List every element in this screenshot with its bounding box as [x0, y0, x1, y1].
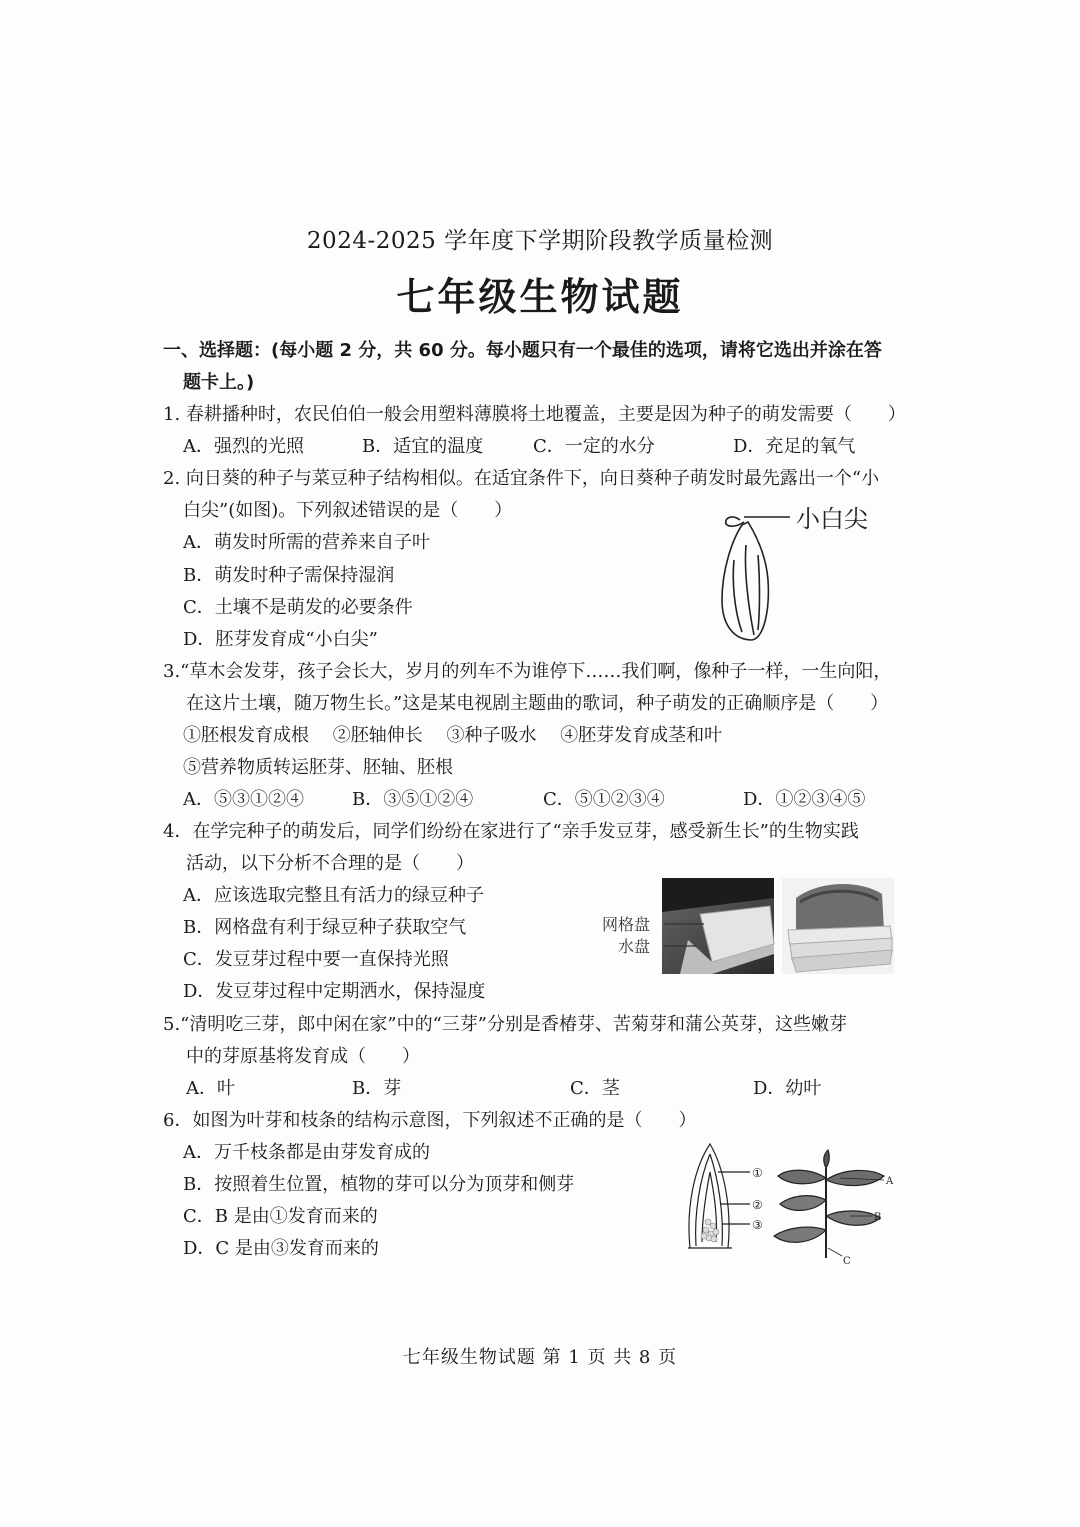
q5-option-b: B．芽: [352, 1078, 402, 1099]
question-3-stem-cont: 在这片土壤，随万物生长。”这是某电视剧主题曲的歌词，种子萌发的正确顺序是（ ）: [186, 693, 889, 714]
sunflower-seed-figure: [712, 500, 902, 645]
q2-option-d: D．胚芽发育成“小白尖”: [183, 629, 378, 650]
question-5-stem: 5.“清明吃三芽，郎中闲在家”中的“三芽”分别是香椿芽、苦菊芽和蒲公英芽，这些嫩芽: [163, 1014, 847, 1035]
water-tray-label: 水盘: [618, 937, 651, 956]
q5-option-c: C．茎: [570, 1078, 620, 1099]
q3-option-b: B．③⑤①②④: [352, 789, 474, 810]
twig-label-a: A: [886, 1176, 894, 1187]
q1-option-d: D．充足的氧气: [733, 436, 856, 457]
question-1-stem: 1. 春耕播种时，农民伯伯一般会用塑料薄膜将土地覆盖，主要是因为种子的萌发需要（ ）: [163, 404, 906, 425]
question-4-stem-cont: 活动，以下分析不合理的是（ ）: [186, 853, 474, 874]
q4-option-c: C．发豆芽过程中要一直保持光照: [183, 949, 449, 970]
q5-option-d: D．幼叶: [753, 1078, 822, 1099]
twig-label-c: C: [843, 1256, 851, 1267]
bud-label-1: ①: [752, 1166, 763, 1180]
question-4-stem: 4．在学完种子的萌发后，同学们纷纷在家进行了“亲手发豆芽，感受新生长”的生物实践: [163, 821, 859, 842]
q2-option-b: B．萌发时种子需保持湿润: [183, 565, 395, 586]
q3-steps-2: ⑤营养物质转运胚芽、胚轴、胚根: [183, 757, 453, 778]
bud-label-2: ②: [752, 1198, 763, 1212]
question-6-stem: 6．如图为叶芽和枝条的结构示意图，下列叙述不正确的是（ ）: [163, 1110, 697, 1131]
q3-option-a: A．⑤③①②④: [183, 789, 304, 810]
q3-steps-1: ①胚根发育成根 ②胚轴伸长 ③种子吸水 ④胚芽发育成茎和叶: [183, 725, 723, 746]
leaf-bud-twig-figure: [680, 1138, 910, 1268]
exam-title: 七年级生物试题: [396, 275, 684, 319]
seed-tip-label: 小白尖: [796, 505, 868, 533]
question-5-stem-cont: 中的芽原基将发育成（ ）: [186, 1046, 420, 1067]
q1-option-a: A．强烈的光照: [183, 436, 304, 457]
q5-option-a: A．叶: [186, 1078, 235, 1099]
q1-option-c: C．一定的水分: [533, 436, 655, 457]
q6-option-d: D．C 是由③发育而来的: [183, 1238, 379, 1259]
q2-option-a: A．萌发时所需的营养来自子叶: [183, 532, 430, 553]
bud-label-3: ③: [752, 1218, 763, 1232]
q4-option-b: B．网格盘有利于绿豆种子获取空气: [183, 917, 467, 938]
q4-option-a: A．应该选取完整且有活力的绿豆种子: [183, 885, 484, 906]
q1-option-b: B．适宜的温度: [362, 436, 484, 457]
exam-subtitle: 2024-2025 学年度下学期阶段教学质量检测: [306, 228, 774, 254]
q2-option-c: C．土壤不是萌发的必要条件: [183, 597, 413, 618]
bean-sprout-trays-figure: [600, 878, 900, 974]
q3-option-c: C．⑤①②③④: [543, 789, 665, 810]
q6-option-c: C．B 是由①发育而来的: [183, 1206, 378, 1227]
question-3-stem: 3.“草木会发芽，孩子会长大，岁月的列车不为谁停下……我们啊，像种子一样，一生向阳，: [163, 661, 892, 682]
q4-option-d: D．发豆芽过程中定期洒水，保持湿度: [183, 981, 486, 1002]
q6-option-a: A．万千枝条都是由芽发育成的: [183, 1142, 430, 1163]
mesh-tray-label: 网格盘: [602, 915, 651, 934]
section-heading-cont: 题卡上。): [183, 372, 255, 393]
page-footer: 七年级生物试题 第 1 页 共 8 页: [402, 1347, 678, 1368]
question-2-stem: 2. 向日葵的种子与菜豆种子结构相似。在适宜条件下，向日葵种子萌发时最先露出一个“小: [163, 468, 880, 489]
q3-option-d: D．①②③④⑤: [743, 789, 866, 810]
section-heading: 一、选择题：(每小题 2 分，共 60 分。每小题只有一个最佳的选项，请将它选出并涂在答: [163, 340, 882, 361]
twig-label-b: B: [874, 1212, 882, 1223]
question-2-stem-cont: 白尖”(如图)。下列叙述错误的是（ ）: [183, 500, 513, 521]
q6-option-b: B．按照着生位置，植物的芽可以分为顶芽和侧芽: [183, 1174, 575, 1195]
